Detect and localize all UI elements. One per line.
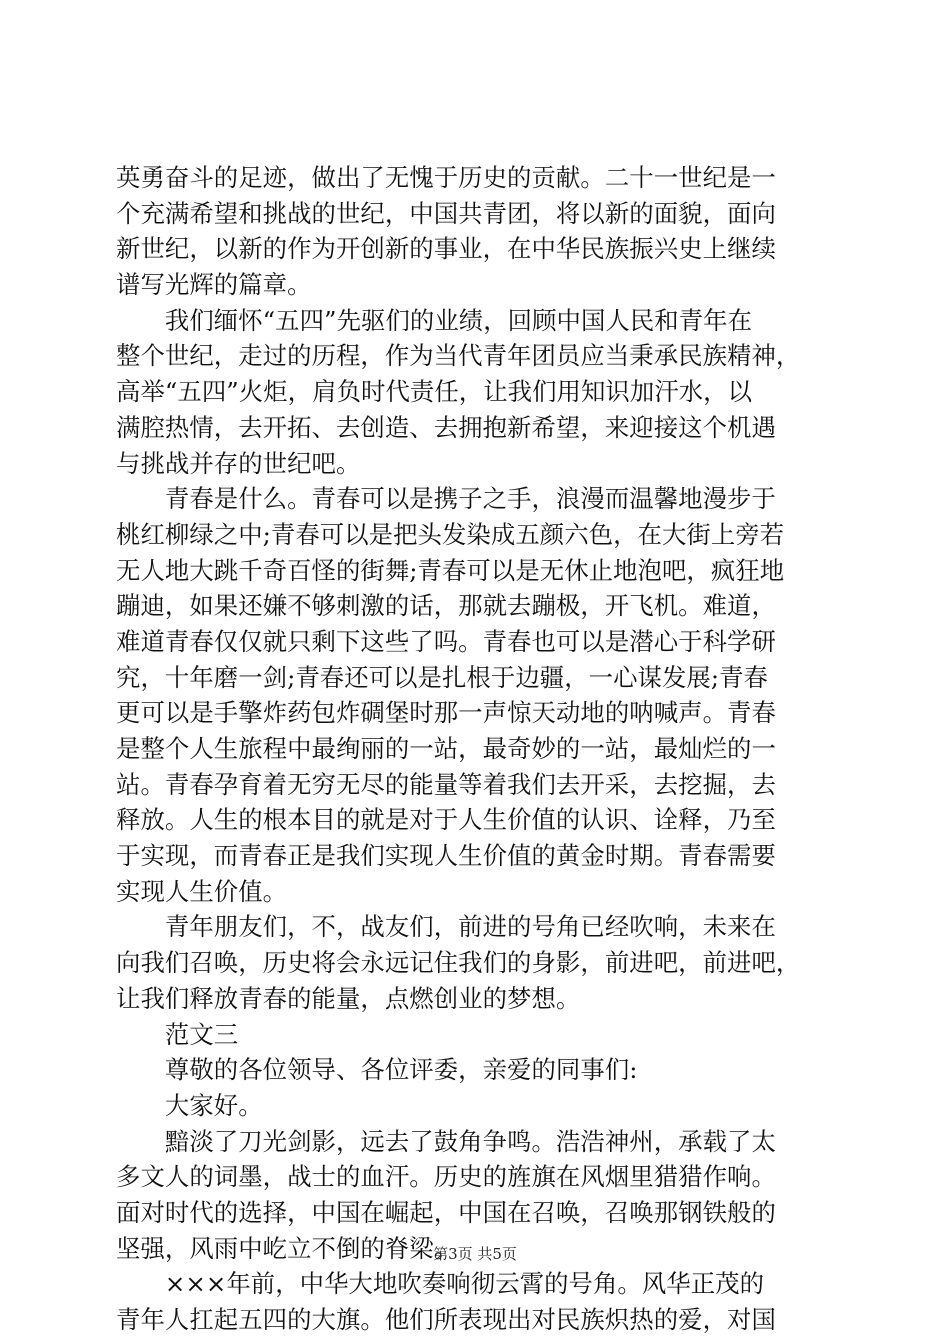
salutation: 尊敬的各位领导、各位评委，亲爱的同事们: xyxy=(116,1055,638,1085)
text-line: 无人地大跳千奇百怪的街舞;青春可以是无休止地泡吧，疯狂地 xyxy=(116,555,785,585)
text-line: 与挑战并存的世纪吧。 xyxy=(116,448,361,478)
text-line: 面对时代的选择，中国在崛起，中国在召唤，召唤那钢铁般的 xyxy=(116,1197,776,1227)
text-line: ×××年前，中华大地吹奏响彻云霄的号角。风华正茂的 xyxy=(116,1269,765,1299)
text-line: 我们缅怀“五四”先驱们的业绩，回顾中国人民和青年在 xyxy=(116,305,753,335)
text-line: 蹦迪，如果还嫌不够刺激的话，那就去蹦极，开飞机。难道， xyxy=(116,591,776,621)
section-heading: 范文三 xyxy=(116,1019,239,1049)
text-line: 青年人扛起五四的大旗。他们所表现出对民族炽热的爱，对国 xyxy=(116,1305,776,1334)
text-line: 究，十年磨一剑;青春还可以是扎根于边疆，一心谋发展;青春 xyxy=(116,662,768,692)
text-line: 谱写光辉的篇章。 xyxy=(116,270,312,300)
text-line: 站。青春孕育着无穷无尽的能量等着我们去开采，去挖掘，去 xyxy=(116,769,776,799)
text-line: 让我们释放青春的能量，点燃创业的梦想。 xyxy=(116,983,581,1013)
text-line: 青春是什么。青春可以是携子之手，浪漫而温馨地漫步于 xyxy=(116,484,776,514)
text-line: 是整个人生旅程中最绚丽的一站，最奇妙的一站，最灿烂的一 xyxy=(116,734,776,763)
text-line: 于实现，而青春正是我们实现人生价值的黄金时期。青春需要 xyxy=(116,841,776,871)
text-line: 高举“五四”火炬，肩负时代责任，让我们用知识加汗水，以 xyxy=(116,377,753,407)
text-line: 桃红柳绿之中;青春可以是把头发染成五颜六色，在大街上旁若 xyxy=(116,519,785,549)
text-line: 释放。人生的根本目的就是对于人生价值的认识、诠释，乃至 xyxy=(116,805,776,835)
text-line: 难道青春仅仅就只剩下这些了吗。青春也可以是潜心于科学研 xyxy=(116,626,776,656)
text-line: 新世纪，以新的作为开创新的事业，在中华民族振兴史上继续 xyxy=(116,234,776,264)
text-line: 满腔热情，去开拓、去创造、去拥抱新希望，来迎接这个机遇 xyxy=(116,412,776,442)
page-footer: 第3页 共5页 xyxy=(433,1245,517,1263)
body-text xyxy=(116,160,836,1338)
text-line: 个充满希望和挑战的世纪，中国共青团，将以新的面貌，面向 xyxy=(116,198,776,228)
text-line: 更可以是手擎炸药包炸碉堡时那一声惊天动地的呐喊声。青春 xyxy=(116,698,776,728)
text-line: 黯淡了刀光剑影，远去了鼓角争鸣。浩浩神州，承载了太 xyxy=(116,1126,776,1156)
text-line: 多文人的词墨，战士的血汗。历史的旌旗在风烟里猎猎作响。 xyxy=(116,1162,776,1192)
text-line: 整个世纪，走过的历程，作为当代青年团员应当秉承民族精神， xyxy=(116,341,801,371)
text-line: 青年朋友们，不，战友们，前进的号角已经吹响，未来在 xyxy=(116,912,776,942)
greeting: 大家好。 xyxy=(116,1090,263,1120)
text-line: 向我们召唤，历史将会永远记住我们的身影，前进吧，前进吧， xyxy=(116,948,801,978)
text-line: 英勇奋斗的足迹，做出了无愧于历史的贡献。二十一世纪是一 xyxy=(116,163,776,192)
text-line: 坚强，风雨中屹立不倒的脊梁。 xyxy=(116,1233,459,1263)
text-line: 实现人生价值。 xyxy=(116,876,288,906)
